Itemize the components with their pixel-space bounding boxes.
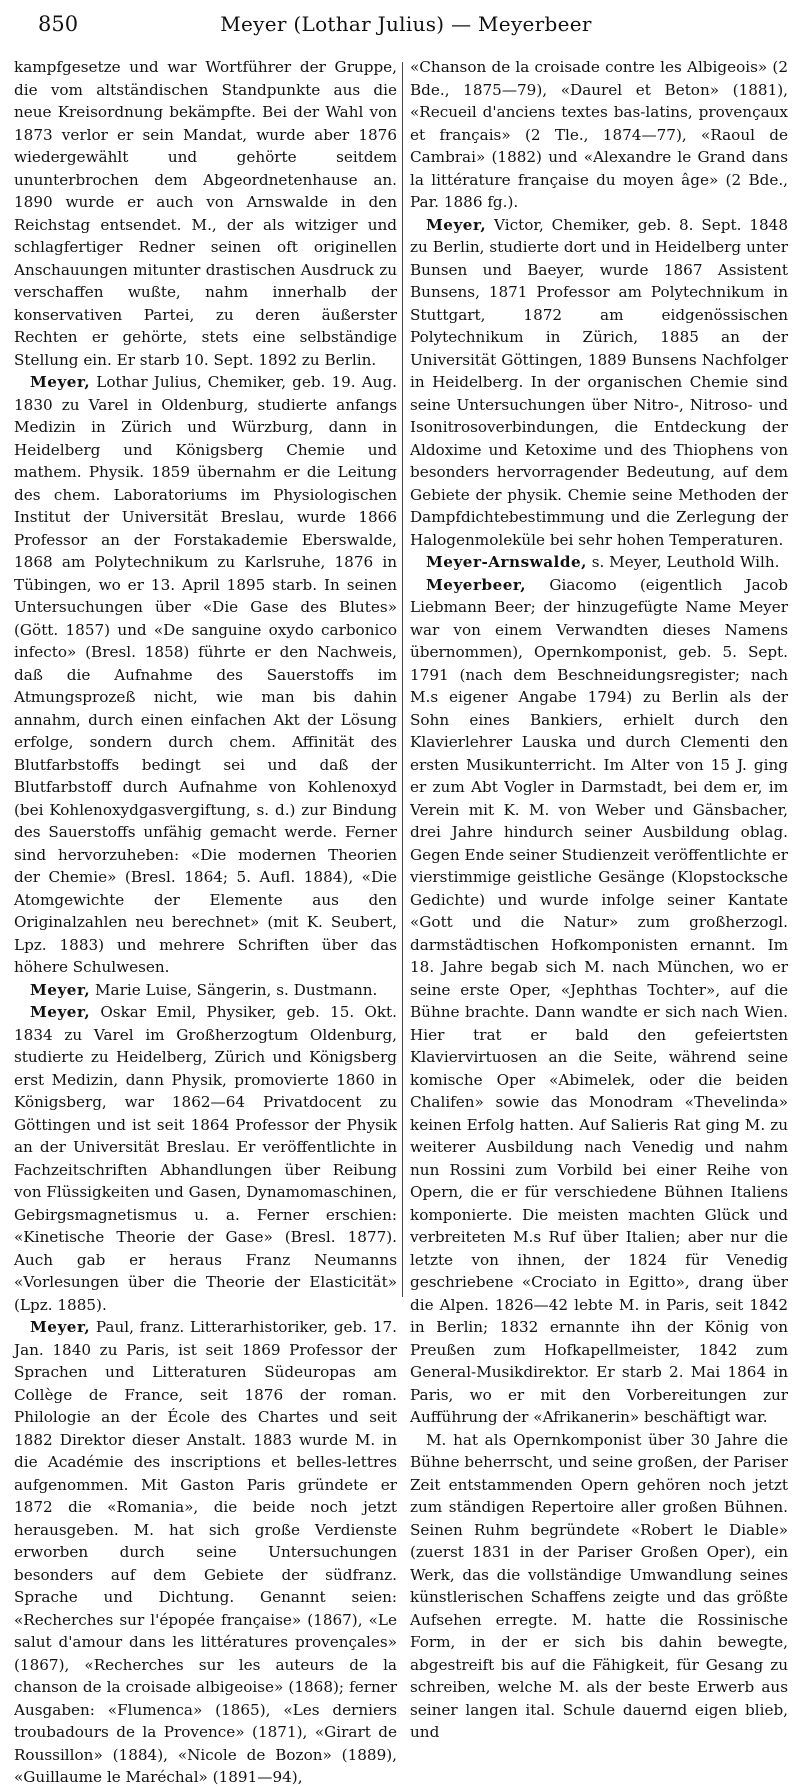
entry-headword: Meyer, — [426, 215, 487, 234]
dictionary-entry — [410, 574, 788, 1429]
running-header — [38, 6, 774, 46]
entry-headword: Meyer, — [30, 373, 91, 391]
left-column — [14, 56, 397, 1789]
entry-headword: Meyer, — [30, 980, 91, 999]
entry-headword: Meyer, — [30, 1003, 91, 1021]
dictionary-entry — [14, 1316, 397, 1789]
entry-headword: Meyerbeer, — [426, 575, 527, 594]
running-title: Meyer (Lothar Julius) — Meyerbeer — [220, 12, 592, 36]
entry-text: Oskar Emil, Physiker, geb. 15. Okt. 1834 zu Varel im Großherzogtum Oldenburg, studierte zu Heidelberg, Zürich und Königsberg erst Medizin, dann Physik, promovierte 1860 in Königsberg, war 1862—64 Privatdocent zu Göttingen und ist seit 1864 Professor der Physik an der Universität Breslau. Er veröffentlichte in Fachzeitschriften Abhandlungen über Reibung von Flüssigkeiten und Gasen, Dynamomaschinen, Gebirgsmagnetismus u. a. Ferner erschien: «Kinetische Theorie der Gase» (Bresl. 1877). Auch gab er heraus Franz Neumanns «Vorlesungen über die Theorie der Elasticität» (Lpz. 1885). — [14, 1003, 397, 1314]
entry-text: Giacomo (eigentlich Jacob Liebmann Beer; der hinzugefügte Name Meyer war von einem Verwandten dieses Namens übernommen), Opernkomponist, geb. 5. Sept. 1791 (nach dem Beschneidungsregister; nach M.s eigener Angabe 1794) zu Berlin als der Sohn eines Bankiers, erhielt durch den Klavierlehrer Lauska und durch Clementi den ersten Musikunterricht. Im Alter von 15 J. ging er zum Abt Vogler in Darmstadt, bei dem er, im Verein mit K. M. von Weber und Gänsbacher, drei Jahre hindurch seiner Ausbildung oblag. Gegen Ende seiner Studienzeit veröffentlichte er vierstimmige geistliche Gesänge (Klopstocksche Gedichte) und wurde infolge seiner Kantate «Gott und die Natur» zum großherzogl. darmstädtischen Hofkomponisten ernannt. Im 18. Jahre begab sich M. nach München, wo er seine erste Oper, «Jephthas Tochter», auf die Bühne brachte. Dann wandte er sich nach Wien. Hier trat er bald den gefeiertsten Klaviervirtuosen an die Seite, während seine komische Oper «Abimelek, oder die beiden Chalifen» sowie das Monodram «Thevelinda» keinen Erfolg hatten. Auf Salieris Rat ging M. zu weiterer Ausbildung nach Venedig und nahm nun Rossini zum Vorbild bei einer Reihe von Opern, die er für verschiedene Bühnen Italiens komponierte. Die meisten machten Glück und verbreiteten M.s Ruf über Italien; aber nur die letzte von ihnen, der 1824 für Venedig geschriebene «Crociato in Egitto», drang über die Alpen. 1826—42 lebte M. in Paris, seit 1842 in Berlin; 1832 ernannte ihn der König von Preußen zum Hofkapellmeister, 1842 zum General-Musikdirektor. Er starb 2. Mai 1864 in Paris, wo er mit den Vorbereitungen zur Aufführung der «Afrikanerin» beschäftigt war. — [410, 575, 788, 1426]
entry-text: Victor, Chemiker, geb. 8. Sept. 1848 zu Berlin, studierte dort und in Heidelberg unter Bunsen und Baeyer, wurde 1867 Assistent Bunsens, 1871 Professor am Polytechnikum in Stuttgart, 1872 am eidgenössischen Polytechnikum in Zürich, 1885 an der Universität Göttingen, 1889 Bunsens Nachfolger in Heidelberg. In der organischen Chemie sind seine Untersuchungen über Nitro-, Nitroso- und Isonitrosoverbindungen, die Entdeckung der Aldoxime und Ketoxime und des Thiophens von besonders hervorragender Bedeutung, auf dem Gebiete der physik. Chemie seine Methoden der Dampfdichtebestimmung und die Zerlegung der Halogenmoleküle bei sehr hohen Temperaturen. — [410, 215, 788, 549]
entry-headword: Meyer-Arnswalde, — [426, 553, 587, 571]
entry-text: Marie Luise, Sängerin, s. Dustmann. — [90, 980, 378, 999]
dictionary-entry — [410, 214, 788, 552]
dictionary-entry — [14, 371, 397, 979]
continued-text: «Chanson de la croisade contre les Albigeois» (2 Bde., 1875—79), «Daurel et Beton» (1881), «Recueil d'anciens textes bas-latins, provençaux et français» (2 Tle., 1874—77), «Raoul de Cambrai» (1882) und «Alexandre le Grand dans la littérature française du moyen âge» (2 Bde., Par. 1886 fg.). — [410, 58, 788, 211]
column-divider — [402, 62, 403, 1297]
continued-text: kampfgesetze und war Wortführer der Gruppe, die vom altständischen Standpunkte aus die neue Kreisordnung bekämpfte. Bei der Wahl von 1873 verlor er sein Mandat, wurde aber 1876 wiedergewählt und gehörte seitdem ununterbrochen dem Abgeordnetenhause an. 1890 wurde er auch von Arnswalde in den Reichstag entsendet. M., der als witziger und schlagfertiger Redner seinen oft originellen Anschauungen mitunter drastischen Ausdruck zu verschaffen wußte, nahm innerhalb der konservativen Partei, zu deren äußerster Rechten er gehörte, stets eine selbständige Stellung ein. Er starb 10. Sept. 1892 zu Berlin. — [14, 58, 397, 369]
entry-text: Lothar Julius, Chemiker, geb. 19. Aug. 1830 zu Varel in Oldenburg, studierte anfangs Medizin in Zürich und Würzburg, dann in Heidelberg und Königsberg Chemie und mathem. Physik. 1859 übernahm er die Leitung des chem. Laboratoriums im Physiologischen Institut der Universität Breslau, wurde 1866 Professor an der Forstakademie Eberswalde, 1868 am Polytechnikum zu Karlsruhe, 1876 in Tübingen, wo er 13. April 1895 starb. In seinen Untersuchungen über «Die Gase des Blutes» (Gött. 1857) und «De sanguine oxydo carbonico infecto» (Bresl. 1858) führte er den Nachweis, daß die Aufnahme des Sauerstoffs im Atmungsprozeß nicht, wie man bis dahin annahm, durch einen einfachen Akt der Lösung erfolge, sondern durch chem. Affinität des Blutfarbstoffs bedingt sei und daß der Blutfarbstoff durch Aufnahme von Kohlenoxyd (bei Kohlenoxydgasvergiftung, s. d.) zur Bindung des Sauerstoffs unfähig gemacht werde. Ferner sind hervorzuheben: «Die modernen Theorien der Chemie» (Bresl. 1864; 5. Aufl. 1884), «Die Atomgewichte der Elemente aus den Originalzahlen neu berechnet» (mit K. Seubert, Lpz. 1883) und mehrere Schriften über das höhere Schulwesen. — [14, 373, 397, 976]
right-column — [410, 56, 788, 1744]
dictionary-entry — [14, 1001, 397, 1316]
entry-text: s. Meyer, Leuthold Wilh. — [586, 553, 780, 571]
dictionary-entry — [410, 551, 788, 574]
dictionary-entry — [14, 979, 397, 1002]
entry-paragraph: M. hat als Opernkomponist über 30 Jahre die Bühne beherrscht, und seine großen, der Pariser Zeit entstammenden Opern gehören noch jetzt zum ständigen Repertoire aller großen Bühnen. Seinen Ruhm begründete «Robert le Diable» (zuerst 1831 in der Pariser Großen Oper), ein Werk, das die vollständige Umwandlung seines künstlerischen Schaffens zeigte und das größte Aufsehen erregte. M. hatte die Rossinische Form, in der er sich bis dahin bewegte, abgestreift bis auf die Fähigkeit, für Gesang zu schreiben, welche M. als der beste Erwerb aus seiner langen ital. Schule dauernd eigen blieb, und — [410, 1430, 788, 1741]
page-number: 850 — [38, 12, 79, 36]
entry-text: Paul, franz. Litterarhistoriker, geb. 17. Jan. 1840 zu Paris, ist seit 1869 Professor der Sprachen und Litteraturen Südeuropas am Collège de France, seit 1876 der roman. Philologie an der École des Chartes und seit 1882 Direktor dieser Anstalt. 1883 wurde M. in die Académie des inscriptions et belles-lettres aufgenommen. Mit Gaston Paris gründete er 1872 die «Romania», die beide noch jetzt herausgeben. M. hat sich große Verdienste erworben durch seine Untersuchungen besonders auf dem Gebiete der südfranz. Sprache und Dichtung. Genannt seien: «Recherches sur l'épopée française» (1867), «Le salut d'amour dans les littératures provençales» (1867), «Recherches sur les auteurs de la chanson de la croisade albigeoise» (1868); ferner Ausgaben: «Flumenca» (1865), «Les derniers troubadours de la Provence» (1871), «Girart de Roussillon» (1884), «Nicole de Bozon» (1889), «Guillaume le Maréchal» (1891—94), — [14, 1318, 397, 1786]
entry-headword: Meyer, — [30, 1318, 91, 1336]
